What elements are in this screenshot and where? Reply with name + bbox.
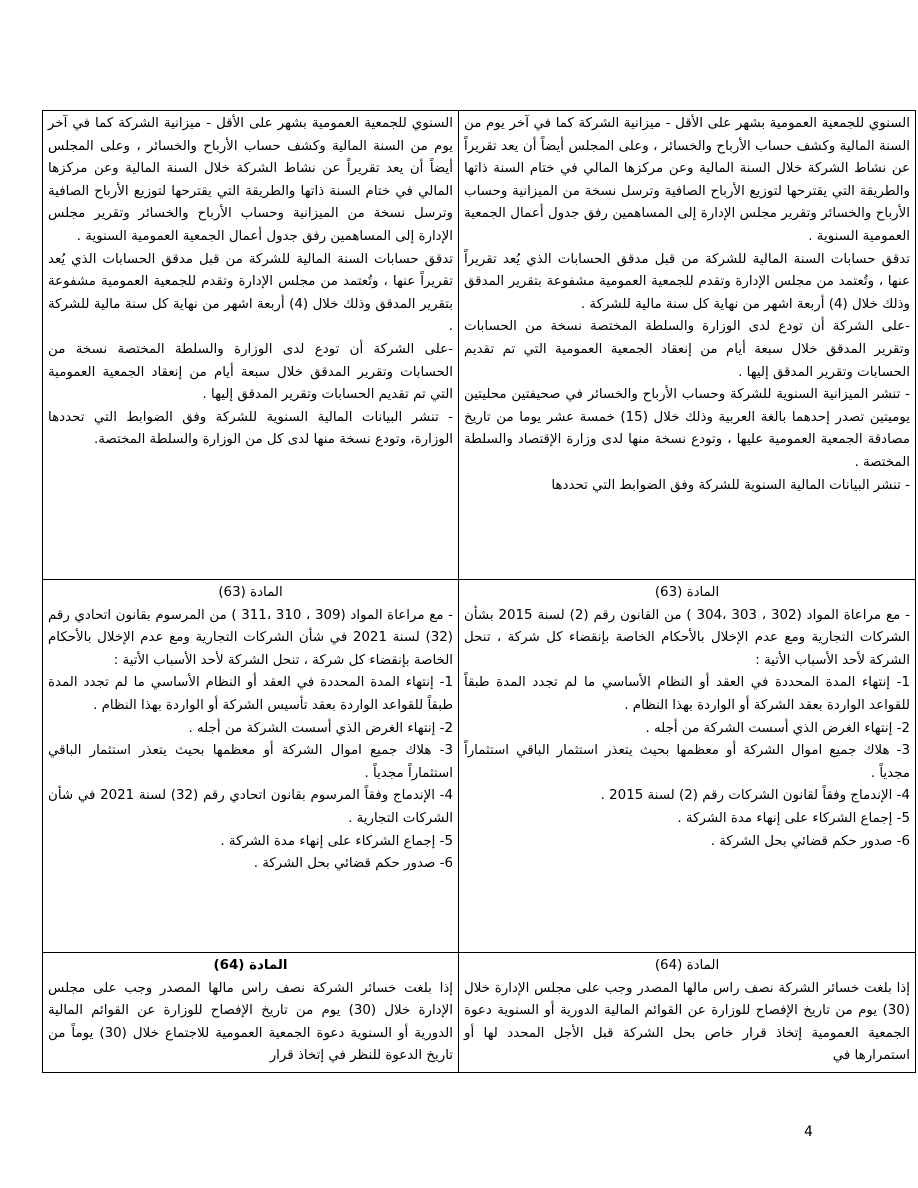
- paragraph: 6- صدور حكم قضائي بحل الشركة .: [710, 833, 910, 849]
- paragraph: - تنشر الميزانية السنوية للشركة وحساب الأرباح والخسائر في صحيفتين محليتين يوميتين تصدر إحدهما بالغة العربية وذلك خلال (15) خمسة عشر يوما من تاريخ مصادقة الجمعية العمومية عليها ، وتودع نسخة منها لدى وزارة الإقتصاد والسلطة المختصة .: [464, 387, 910, 470]
- paragraph: - تنشر البيانات المالية السنوية للشركة وفق الضوابط التي تحددها الوزارة، وتودع نسخة منها لدى كل من الوزارة والسلطة المختصة.: [48, 409, 453, 448]
- paragraph: 2- إنتهاء الغرض الذي أسست الشركة من أجله .: [188, 720, 453, 736]
- article-title: المادة (63): [654, 585, 720, 600]
- paragraph: إذا بلغت خسائر الشركة نصف راس مالها المصدر وجب على مجلس الإدارة خلال (30) يوم من تاريخ الإفصاح للوزارة عن القوائم المالية الدورية أو السنوية دعوة الجمعية العمومية إتخاذ قرار خاص بحل الشركة قبل الأجل المحدد لها أو استمرارها في: [464, 980, 910, 1064]
- old-text-cell: [459, 111, 916, 580]
- table-row: [43, 111, 916, 580]
- paragraph: 5- إجماع الشركاء على إنهاء مدة الشركة .: [677, 810, 910, 826]
- paragraph: السنوي للجمعية العمومية بشهر على الأقل - ميزانية الشركة كما في آخر يوم من السنة المالية وكشف حساب الأرباح والخسائر ، وعلى المجلس أيضاً أن يعد تقريراً عن نشاط الشركة خلال السنة المالية وعن مركزها المالي في ختام السنة ذاتها والطريقة التي يقترحها لتوزيع الأرباح الصافية وترسل نسخة من الميزانية وحساب الأرباح والخسائر وتقرير مجلس الإدارة إلى المساهمين رفق جدول أعمال الجمعية العمومية السنوية .: [464, 116, 910, 244]
- paragraph: 3- هلاك جميع اموال الشركة أو معظمها بحيث يتعذر استثمار الباقي استثماراً مجدياً .: [48, 743, 453, 781]
- paragraph: تدقق حسابات السنة المالية للشركة من قبل مدقق الحسابات الذي يُعد تقريراً عنها ، وتُعتمد من مجلس الإدارة وتقدم للجمعية العمومية مشفوعة بتقرير المدقق وذلك خلال (4) أربعة اشهر من نهاية كل سنة مالية للشركة .: [464, 251, 910, 312]
- article-title: المادة (63): [218, 585, 283, 600]
- paragraph: - مع مراعاة المواد (302 ، 303 ،304 ) من القانون رقم (2) لسنة 2015 بشأن الشركات التجارية ومع عدم الإخلال بالأحكام الخاصة بإنقضاء كل شركة ، تنحل الشركة لأحد الأسباب الأتية :: [464, 607, 910, 668]
- article-title: المادة (64): [654, 958, 720, 973]
- paragraph: السنوي للجمعية العمومية بشهر على الأقل - ميزانية الشركة كما في آخر يوم من السنة المالية وكشف حساب الأرباح والخسائر ، وعلى المجلس أيضاً أن يعد تقريراً عن نشاط الشركة خلال السنة المالية وعن مركزها المالي في ختام السنة ذاتها والطريقة التي يقترحها لتوزيع الأرباح الصافية وترسل نسخة من الميزانية وحساب الأرباح والخسائر وتقرير مجلس الإدارة إلى المساهمين رفق جدول أعمال الجمعية العمومية السنوية .: [48, 116, 453, 244]
- paragraph: تدقق حسابات السنة المالية للشركة من قبل مدقق الحسابات الذي يُعد تقريراً عنها ، وتُعتمد من مجلس الإدارة وتقدم للجمعية العمومية مشفوعة بتقرير المدقق وذلك خلال (4) أربعة اشهر من نهاية كل سنة مالية للشركة .: [48, 251, 453, 335]
- paragraph: -على الشركة أن تودع لدى الوزارة والسلطة المختصة نسخة من الحسابات وتقرير المدقق خلال سبعة أيام من إنعقاد الجمعية العمومية التي تم تقديم الحسابات وتقرير المدقق إليها .: [464, 319, 910, 380]
- paragraph: إذا بلغت خسائر الشركة نصف راس مالها المصدر وجب على مجلس الإدارة خلال (30) يوم من تاريخ الإفصاح للوزارة عن القوائم المالية الدورية أو السنوية دعوة الجمعية العمومية للاجتماع خلال (30) يوماً من تاريخ الدعوة للنظر في إتخاذ قرار: [48, 980, 453, 1064]
- new-text-cell: [43, 953, 459, 1073]
- paragraph: - مع مراعاة المواد (309 ، 310 ،311 ) من المرسوم بقانون اتحادي رقم (32) لسنة 2021 في شأن الشركات التجارية ومع عدم الإخلال بالأحكام الخاصة بإنقضاء كل شركة ، تنحل الشركة لأحد الأسباب الأتية :: [48, 607, 454, 668]
- paragraph: 5- إجماع الشركاء على إنهاء مدة الشركة .: [220, 833, 453, 849]
- paragraph: 6- صدور حكم قضائي بحل الشركة .: [253, 856, 453, 872]
- paragraph: 3- هلاك جميع اموال الشركة أو معظمها بحيث يتعذر استثمار الباقي استثماراً مجدياً .: [464, 743, 910, 781]
- paragraph: 1- إنتهاء المدة المحددة في العقد أو النظام الأساسي ما لم تجدد المدة طبقاً للقواعد الواردة بعقد تأسيس الشركة أو الواردة بهذا النظام .: [48, 675, 453, 713]
- paragraph: - تنشر البيانات المالية السنوية للشركة وفق الضوابط التي تحددها: [551, 477, 910, 493]
- old-text-cell: [459, 580, 916, 953]
- article-title: المادة (64): [213, 958, 288, 973]
- new-text-cell: [43, 111, 459, 580]
- paragraph: 1- إنتهاء المدة المحددة في العقد أو النظام الأساسي ما لم تجدد المدة طبقاً للقواعد الواردة بعقد الشركة أو الواردة بهذا النظام .: [464, 675, 910, 713]
- paragraph: -على الشركة أن تودع لدى الوزارة والسلطة المختصة نسخة من الحسابات وتقرير المدقق خلال سبعة أيام من إنعقاد الجمعية العمومية التي تم تقديم الحسابات وتقرير المدقق إليها .: [48, 341, 453, 403]
- old-text-cell: [459, 953, 916, 1073]
- new-text-cell: [43, 580, 459, 953]
- table-row: [43, 580, 916, 953]
- page-number: 4: [804, 1124, 813, 1140]
- table-row: [43, 953, 916, 1073]
- paragraph: 2- إنتهاء الغرض الذي أسست الشركة من أجله .: [645, 720, 910, 736]
- comparison-table: [42, 110, 916, 1073]
- paragraph: 4- الإندماج وفقاً لقانون الشركات رقم (2) لسنة 2015 .: [600, 788, 910, 804]
- paragraph: 4- الإندماج وفقاً المرسوم بقانون اتحادي رقم (32) لسنة 2021 في شأن الشركات التجارية .: [48, 788, 453, 826]
